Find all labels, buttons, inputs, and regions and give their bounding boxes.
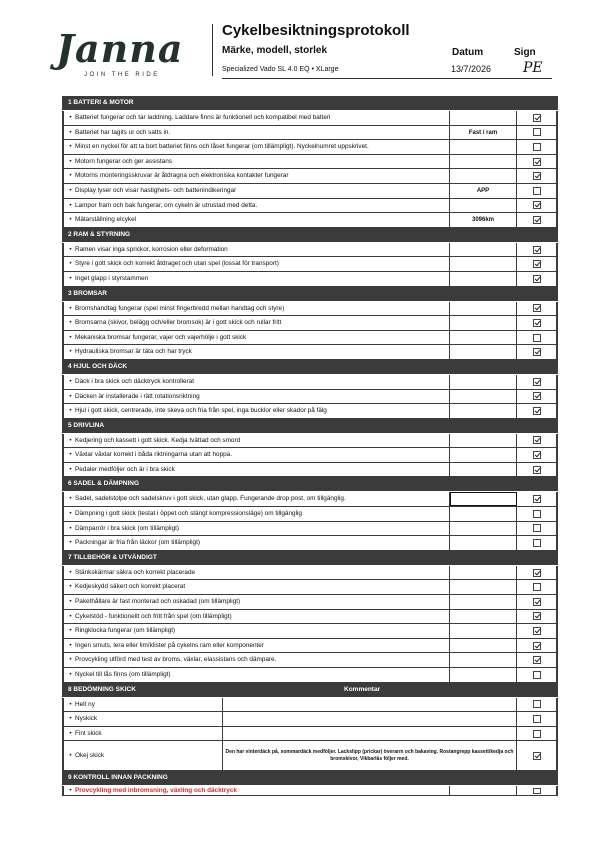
table-row bbox=[62, 566, 558, 581]
item-label: Mätarställning elcykel bbox=[75, 216, 137, 224]
item-note: APP bbox=[450, 184, 517, 198]
check-cell bbox=[517, 610, 556, 624]
table-row bbox=[62, 610, 558, 625]
bullet: • bbox=[69, 568, 72, 576]
item-text bbox=[64, 169, 450, 183]
checkbox[interactable] bbox=[533, 187, 541, 195]
item-text bbox=[64, 257, 450, 271]
item-note bbox=[450, 595, 517, 609]
table-row bbox=[62, 595, 558, 610]
item-label: Ingen smuts, lera eller lim/klister på cykelns ram eller komponenter bbox=[75, 641, 264, 649]
bullet: • bbox=[69, 700, 72, 708]
check-cell bbox=[517, 741, 556, 770]
item-text bbox=[64, 522, 450, 536]
inspection-table bbox=[62, 96, 558, 796]
item-label: Dämpning i gott skick (testat i öppet och stängt kompressionsläge) om tillgänglig bbox=[75, 510, 302, 518]
check-cell bbox=[517, 595, 556, 609]
check-cell bbox=[517, 536, 556, 550]
logo-wordmark: Janna bbox=[56, 26, 184, 71]
item-text bbox=[64, 610, 450, 624]
section-header bbox=[62, 477, 558, 492]
table-row bbox=[62, 434, 558, 449]
table-row bbox=[62, 375, 558, 390]
item-note bbox=[450, 257, 517, 271]
item-label: Växlar växlar korrekt i båda riktningarna utan att hoppa. bbox=[75, 451, 233, 459]
bullet: • bbox=[69, 245, 72, 253]
checkbox[interactable] bbox=[533, 128, 541, 136]
bullet: • bbox=[69, 465, 72, 473]
item-label: Inget glapp i styrstammen bbox=[75, 274, 149, 282]
item-note bbox=[450, 536, 517, 550]
checkbox[interactable] bbox=[533, 158, 541, 166]
bullet: • bbox=[69, 333, 72, 341]
item-label: Bromsarna (skivor, belägg och/eller bromsok) är i gott skick och rullar fritt bbox=[75, 319, 282, 327]
item-label: Däcken är installerade i rätt rotationsriktning bbox=[75, 392, 200, 400]
condition-comment bbox=[223, 698, 517, 712]
item-note bbox=[450, 786, 517, 795]
item-note bbox=[450, 199, 517, 213]
table-row bbox=[62, 492, 558, 507]
bullet: • bbox=[69, 407, 72, 415]
item-note bbox=[450, 639, 517, 653]
bullet: • bbox=[69, 128, 72, 136]
bullet: • bbox=[69, 612, 72, 620]
item-note bbox=[450, 668, 517, 682]
checkbox[interactable] bbox=[533, 612, 541, 620]
table-row bbox=[62, 184, 558, 199]
table-row bbox=[62, 653, 558, 668]
item-note bbox=[450, 316, 517, 330]
table-row bbox=[62, 199, 558, 214]
table-row bbox=[62, 624, 558, 639]
section-header bbox=[62, 419, 558, 434]
section-title: 1 BATTERI & MOTOR bbox=[68, 99, 134, 106]
bullet: • bbox=[69, 729, 72, 737]
section-title: 3 BROMSAR bbox=[68, 289, 108, 297]
table-row bbox=[62, 712, 558, 727]
item-text bbox=[64, 111, 450, 125]
item-label: Dämparrör i bra skick (om tillämpligt) bbox=[75, 524, 180, 532]
item-note bbox=[450, 522, 517, 536]
check-cell bbox=[517, 668, 556, 682]
check-cell bbox=[517, 345, 556, 359]
table-row bbox=[62, 213, 558, 228]
item-note bbox=[450, 272, 517, 286]
checkbox[interactable] bbox=[533, 524, 541, 532]
check-cell bbox=[517, 712, 556, 726]
checkbox[interactable] bbox=[533, 495, 541, 503]
checkbox[interactable] bbox=[533, 510, 541, 518]
table-row bbox=[62, 463, 558, 478]
item-note bbox=[450, 390, 517, 404]
checkbox[interactable] bbox=[533, 466, 541, 474]
checkbox[interactable] bbox=[533, 656, 541, 664]
bullet: • bbox=[69, 787, 72, 795]
item-note bbox=[450, 566, 517, 580]
table-row bbox=[62, 302, 558, 317]
item-label: Provcykling utförd med test av broms, växlar, elassistans och dämpare. bbox=[75, 656, 277, 664]
item-text bbox=[64, 375, 450, 389]
checkbox[interactable] bbox=[533, 201, 541, 209]
item-text bbox=[64, 536, 450, 550]
item-note bbox=[450, 434, 517, 448]
item-note bbox=[450, 331, 517, 345]
table-row bbox=[62, 169, 558, 184]
item-label: Minst en nyckel för att ta bort batteriet finns och låset fungerar (om tillämpligt). Nyckelnumret uppskrivet. bbox=[75, 143, 369, 151]
condition-label: Helt ny bbox=[75, 700, 95, 708]
table-row bbox=[62, 316, 558, 331]
check-cell bbox=[517, 257, 556, 271]
item-text bbox=[64, 316, 450, 330]
checkbox[interactable] bbox=[533, 378, 541, 386]
item-label: Hjul i gott skick, centrerade, inte skeva och fria från spel, inga bucklor eller skador på fälg bbox=[75, 407, 327, 415]
bullet: • bbox=[69, 715, 72, 723]
check-cell bbox=[517, 331, 556, 345]
bullet: • bbox=[69, 143, 72, 151]
item-note bbox=[450, 345, 517, 359]
bullet: • bbox=[69, 656, 72, 664]
section-title: 6 SADEL & DÄMPNING bbox=[68, 480, 140, 488]
item-note bbox=[450, 653, 517, 667]
check-cell bbox=[517, 169, 556, 183]
model-value: Specialized Vado SL 4.0 EQ • XLarge bbox=[222, 66, 339, 73]
section-title: 9 KONTROLL INNAN PACKNING bbox=[68, 774, 168, 782]
checkbox[interactable] bbox=[533, 583, 541, 591]
table-row bbox=[62, 257, 558, 272]
item-note bbox=[450, 169, 517, 183]
check-cell bbox=[517, 566, 556, 580]
item-note bbox=[450, 610, 517, 624]
item-note bbox=[450, 111, 517, 125]
item-text bbox=[64, 199, 450, 213]
checkbox[interactable] bbox=[533, 752, 541, 760]
bullet: • bbox=[69, 392, 72, 400]
signature: PE bbox=[523, 60, 543, 76]
item-text bbox=[64, 243, 450, 257]
condition-label: Nyskick bbox=[75, 715, 98, 723]
bullet: • bbox=[69, 495, 72, 503]
item-text bbox=[64, 272, 450, 286]
item-note bbox=[450, 243, 517, 257]
checkbox[interactable] bbox=[533, 216, 541, 224]
item-label: Batteriet fungerar och tar laddning. Laddare finns är funktionell och kompatibel med batteri bbox=[75, 114, 331, 121]
table-row bbox=[62, 140, 558, 155]
item-text bbox=[64, 507, 450, 521]
condition-option bbox=[64, 698, 223, 712]
item-label: Mekaniska bromsar fungerar, vajer och vajerhölje i gott skick bbox=[75, 333, 247, 341]
item-text bbox=[64, 345, 450, 359]
table-row bbox=[62, 786, 558, 796]
bullet: • bbox=[69, 274, 72, 282]
section-title: 7 TILLBEHÖR & UTVÄNDIGT bbox=[68, 553, 157, 561]
check-cell bbox=[517, 580, 556, 594]
item-label: Bromshandtag fungerar (spel minst fingerbredd mellan handtag och styre) bbox=[75, 304, 285, 312]
checkbox[interactable] bbox=[533, 304, 541, 312]
checkbox[interactable] bbox=[533, 598, 541, 606]
item-note bbox=[450, 302, 517, 316]
item-text bbox=[64, 639, 450, 653]
table-row bbox=[62, 404, 558, 419]
check-cell bbox=[517, 316, 556, 330]
model-label: Märke, modell, storlek bbox=[222, 45, 328, 56]
check-cell bbox=[517, 434, 556, 448]
table-row bbox=[62, 111, 558, 126]
section-title: 2 RAM & STYRNING bbox=[68, 230, 131, 238]
item-label: Ramen visar inga sprickor, korrosion eller deformation bbox=[75, 245, 228, 253]
item-text bbox=[64, 463, 450, 477]
item-note: Fast i ram bbox=[450, 126, 517, 140]
bullet: • bbox=[69, 524, 72, 532]
table-row bbox=[62, 243, 558, 258]
item-text bbox=[64, 184, 450, 198]
section-header bbox=[62, 551, 558, 566]
check-cell bbox=[517, 698, 556, 712]
check-cell bbox=[517, 463, 556, 477]
checkbox[interactable] bbox=[533, 114, 541, 122]
checkbox[interactable] bbox=[533, 275, 541, 283]
item-text bbox=[64, 126, 450, 140]
item-note bbox=[450, 155, 517, 169]
item-label: Styre i gott skick och korrekt åtdraget och utan spel (lossat för transport) bbox=[75, 260, 279, 268]
section-header bbox=[62, 360, 558, 375]
item-label: Pedaler medföljer och är i bra skick bbox=[75, 465, 175, 473]
check-cell bbox=[517, 375, 556, 389]
check-cell bbox=[517, 448, 556, 462]
item-label: Display lyser och visar hastighets- och batteriindikeringar bbox=[75, 186, 237, 194]
condition-option bbox=[64, 727, 223, 741]
checkbox[interactable] bbox=[533, 319, 541, 327]
table-row bbox=[62, 536, 558, 551]
bullet: • bbox=[69, 598, 72, 606]
item-note bbox=[450, 463, 517, 477]
checkbox[interactable] bbox=[533, 569, 541, 577]
condition-comment bbox=[223, 712, 517, 726]
table-row bbox=[62, 155, 558, 170]
item-label: Motorns monteringsskruvar är åtdragna och elektroniska kontakter fungerar bbox=[75, 172, 289, 180]
table-row bbox=[62, 580, 558, 595]
check-cell bbox=[517, 507, 556, 521]
check-cell bbox=[517, 492, 556, 506]
item-note: 3096km bbox=[450, 213, 517, 227]
item-label: Motorn fungerar och ger assistans bbox=[75, 157, 172, 165]
checkbox[interactable] bbox=[533, 700, 541, 708]
check-cell bbox=[517, 272, 556, 286]
section-header bbox=[62, 96, 558, 111]
table-row bbox=[62, 390, 558, 405]
checkbox[interactable] bbox=[533, 730, 541, 738]
bullet: • bbox=[69, 641, 72, 649]
check-cell bbox=[517, 243, 556, 257]
checkbox[interactable] bbox=[533, 143, 541, 151]
item-label: Däck i bra skick och däcktryck kontrollerat bbox=[75, 377, 194, 385]
table-row bbox=[62, 272, 558, 287]
bullet: • bbox=[69, 752, 72, 760]
section-title: 5 DRIVLINA bbox=[68, 421, 105, 429]
item-label: Cykelstöd - funktionellt och fritt från spel (om tillämpligt) bbox=[75, 612, 232, 620]
item-text bbox=[64, 668, 450, 682]
item-note bbox=[450, 375, 517, 389]
item-text bbox=[64, 213, 450, 227]
check-cell bbox=[517, 653, 556, 667]
checkbox[interactable] bbox=[533, 334, 541, 342]
check-cell bbox=[517, 786, 556, 795]
condition-option bbox=[64, 712, 223, 726]
bullet: • bbox=[69, 510, 72, 518]
bullet: • bbox=[69, 172, 72, 180]
item-label: Provcykling med inbromsning, växling och däcktryck bbox=[75, 787, 237, 795]
sign-label: Sign bbox=[514, 47, 536, 58]
condition-comment bbox=[223, 727, 517, 741]
check-cell bbox=[517, 302, 556, 316]
bullet: • bbox=[69, 114, 72, 121]
item-text bbox=[64, 566, 450, 580]
item-note bbox=[450, 448, 517, 462]
header-underline bbox=[222, 78, 552, 79]
section-header bbox=[62, 771, 558, 786]
condition-label: Okej skick bbox=[75, 752, 105, 760]
checkbox[interactable] bbox=[533, 671, 541, 679]
table-row bbox=[62, 126, 558, 141]
item-text bbox=[64, 155, 450, 169]
check-cell bbox=[517, 624, 556, 638]
item-label: Nyckel till lås finns (om tillämpligt) bbox=[75, 671, 171, 678]
item-text bbox=[64, 331, 450, 345]
check-cell bbox=[517, 126, 556, 140]
checkbox[interactable] bbox=[533, 246, 541, 254]
check-cell bbox=[517, 140, 556, 154]
bullet: • bbox=[69, 260, 72, 268]
check-cell bbox=[517, 111, 556, 125]
condition-comment: Den har vinterdäck på, sommardäck medföljer. Lackslipp (prickar) överarm och bakaving. Rostangrepp kassett/kedja och bromskivor, Vikbarlås följer med. bbox=[223, 741, 517, 770]
bullet: • bbox=[69, 583, 72, 591]
check-cell bbox=[517, 727, 556, 741]
item-text bbox=[64, 448, 450, 462]
table-row bbox=[62, 507, 558, 522]
checkbox[interactable] bbox=[533, 642, 541, 650]
item-label: Ringklocka fungerar (om tillämpligt) bbox=[75, 627, 176, 635]
item-note bbox=[450, 404, 517, 418]
item-note bbox=[450, 580, 517, 594]
item-note bbox=[450, 507, 517, 521]
checkbox[interactable] bbox=[533, 260, 541, 268]
section-title: 8 BEDÖMNING SKICK bbox=[68, 685, 136, 693]
bullet: • bbox=[69, 627, 72, 635]
check-cell bbox=[517, 639, 556, 653]
item-label: Lampor fram och bak fungerar, om cykeln är utrustad med detta. bbox=[75, 201, 258, 209]
checkbox[interactable] bbox=[533, 451, 541, 459]
table-row bbox=[62, 522, 558, 537]
checkbox[interactable] bbox=[533, 436, 541, 444]
bullet: • bbox=[69, 157, 72, 165]
table-row bbox=[62, 698, 558, 713]
header-divider bbox=[212, 24, 213, 76]
bullet: • bbox=[69, 451, 72, 459]
check-cell bbox=[517, 390, 556, 404]
check-cell bbox=[517, 404, 556, 418]
item-text bbox=[64, 580, 450, 594]
table-row bbox=[62, 345, 558, 360]
page-title: Cykelbesiktningsprotokoll bbox=[222, 22, 410, 39]
table-row bbox=[62, 668, 558, 683]
date-label: Datum bbox=[452, 47, 484, 58]
logo-tagline: JOIN THE RIDE bbox=[84, 72, 160, 78]
bullet: • bbox=[69, 671, 72, 678]
item-text bbox=[64, 653, 450, 667]
section-title: 4 HJUL OCH DÄCK bbox=[68, 362, 128, 370]
table-row bbox=[62, 741, 558, 771]
item-text bbox=[64, 492, 450, 506]
item-label: Sadel, sadelstolpe och sadelskruv i gott skick, utan glapp. Fungerande drop post, om tillgänglig. bbox=[75, 495, 346, 503]
checkbox[interactable] bbox=[533, 348, 541, 356]
item-label: Packningar är fria från läckor (om tillämpligt) bbox=[75, 539, 201, 547]
bullet: • bbox=[69, 304, 72, 312]
item-label: Kedjering och kassett i gott skick. Kedja tvättad och smord bbox=[75, 436, 241, 444]
section-header bbox=[62, 228, 558, 243]
item-label: Stänkskärmar säkra och korrekt placerade bbox=[75, 568, 196, 576]
table-row bbox=[62, 639, 558, 654]
item-text bbox=[64, 434, 450, 448]
item-note bbox=[450, 492, 517, 506]
checkbox[interactable] bbox=[533, 392, 541, 400]
bullet: • bbox=[69, 216, 72, 224]
checkbox[interactable] bbox=[533, 788, 541, 794]
check-cell bbox=[517, 213, 556, 227]
table-row bbox=[62, 331, 558, 346]
bullet: • bbox=[69, 377, 72, 385]
checkbox[interactable] bbox=[533, 715, 541, 723]
table-row bbox=[62, 727, 558, 742]
bullet: • bbox=[69, 186, 72, 194]
table-row bbox=[62, 448, 558, 463]
checkbox[interactable] bbox=[533, 172, 541, 180]
item-text bbox=[64, 624, 450, 638]
item-label: Pakethållare är fast monterad och oskadad (om tillämpligt) bbox=[75, 598, 241, 606]
item-text bbox=[64, 302, 450, 316]
item-text bbox=[64, 786, 450, 795]
item-note bbox=[450, 624, 517, 638]
checkbox[interactable] bbox=[533, 627, 541, 635]
check-cell bbox=[517, 155, 556, 169]
item-text bbox=[64, 404, 450, 418]
date-value: 13/7/2026 bbox=[451, 64, 492, 74]
item-label: Batteriet har tagits ur och satts in. bbox=[75, 128, 171, 136]
comment-header: Kommentar bbox=[344, 685, 381, 693]
item-text bbox=[64, 595, 450, 609]
bullet: • bbox=[69, 539, 72, 547]
condition-option bbox=[64, 741, 223, 770]
check-cell bbox=[517, 199, 556, 213]
check-cell bbox=[517, 522, 556, 536]
item-text bbox=[64, 140, 450, 154]
bullet: • bbox=[69, 348, 72, 356]
bullet: • bbox=[69, 201, 72, 209]
bullet: • bbox=[69, 319, 72, 327]
item-label: Kedjeskydd säkert och korrekt placerat bbox=[75, 583, 186, 591]
section-header bbox=[62, 683, 558, 698]
item-note bbox=[450, 140, 517, 154]
section-header bbox=[62, 287, 558, 302]
logo bbox=[56, 26, 198, 78]
check-cell bbox=[517, 184, 556, 198]
condition-label: Fint skick bbox=[75, 729, 102, 737]
item-label: Hydrauliska bromsar är täta och har tryck bbox=[75, 348, 192, 356]
checkbox[interactable] bbox=[533, 539, 541, 547]
item-text bbox=[64, 390, 450, 404]
bullet: • bbox=[69, 436, 72, 444]
checkbox[interactable] bbox=[533, 407, 541, 415]
